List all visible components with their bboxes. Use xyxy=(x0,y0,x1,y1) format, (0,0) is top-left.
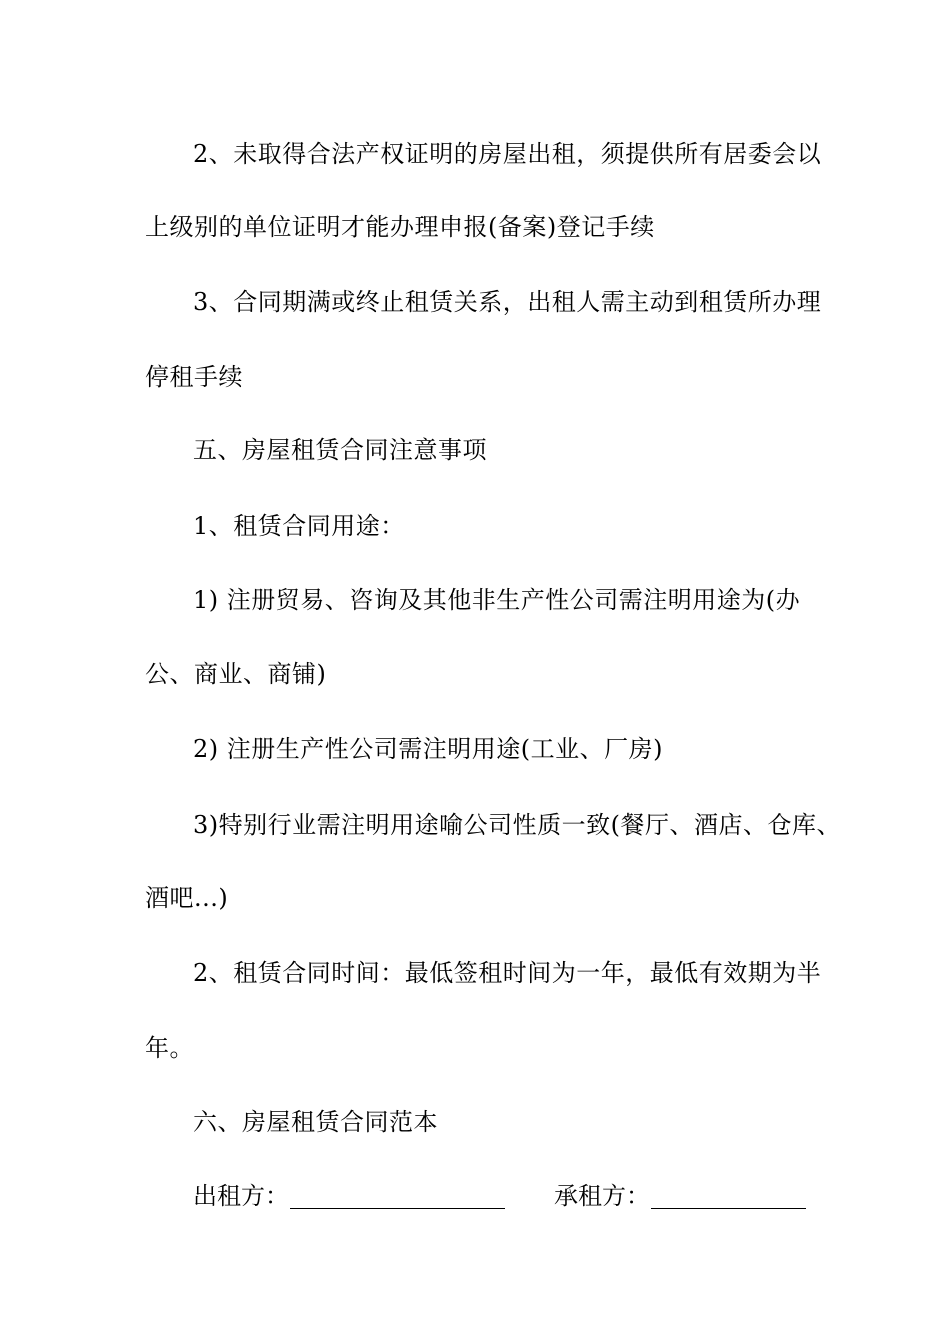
paragraph-line: 2) 注册生产性公司需注明用途(工业、厂房) xyxy=(193,735,663,763)
section-heading: 六、房屋租赁合同范本 xyxy=(193,1108,438,1136)
lessee-label: 承租方： xyxy=(554,1182,650,1210)
paragraph-line: 1、租赁合同用途： xyxy=(193,512,405,540)
paragraph-line: 3、合同期满或终止租赁关系，出租人需主动到租赁所办理 xyxy=(193,288,822,316)
lessor-blank xyxy=(290,1208,505,1209)
lessee-blank xyxy=(651,1208,806,1209)
paragraph-line: 上级别的单位证明才能办理申报(备案)登记手续 xyxy=(145,213,655,241)
paragraph-line: 年。 xyxy=(145,1034,194,1062)
paragraph-line: 停租手续 xyxy=(145,363,243,391)
paragraph-line: 酒吧...) xyxy=(145,884,229,912)
paragraph-line: 1) 注册贸易、咨询及其他非生产性公司需注明用途为(办 xyxy=(193,586,801,614)
paragraph-line: 3)特别行业需注明用途喻公司性质一致(餐厅、酒店、仓库、 xyxy=(193,811,841,839)
lessor-label: 出租方： xyxy=(193,1182,289,1210)
section-heading: 五、房屋租赁合同注意事项 xyxy=(193,436,487,464)
paragraph-line: 2、租赁合同时间：最低签租时间为一年，最低有效期为半 xyxy=(193,959,822,987)
paragraph-line: 2、未取得合法产权证明的房屋出租，须提供所有居委会以 xyxy=(193,140,822,168)
paragraph-line: 公、商业、商铺) xyxy=(145,660,327,688)
signature-row xyxy=(193,1181,813,1213)
